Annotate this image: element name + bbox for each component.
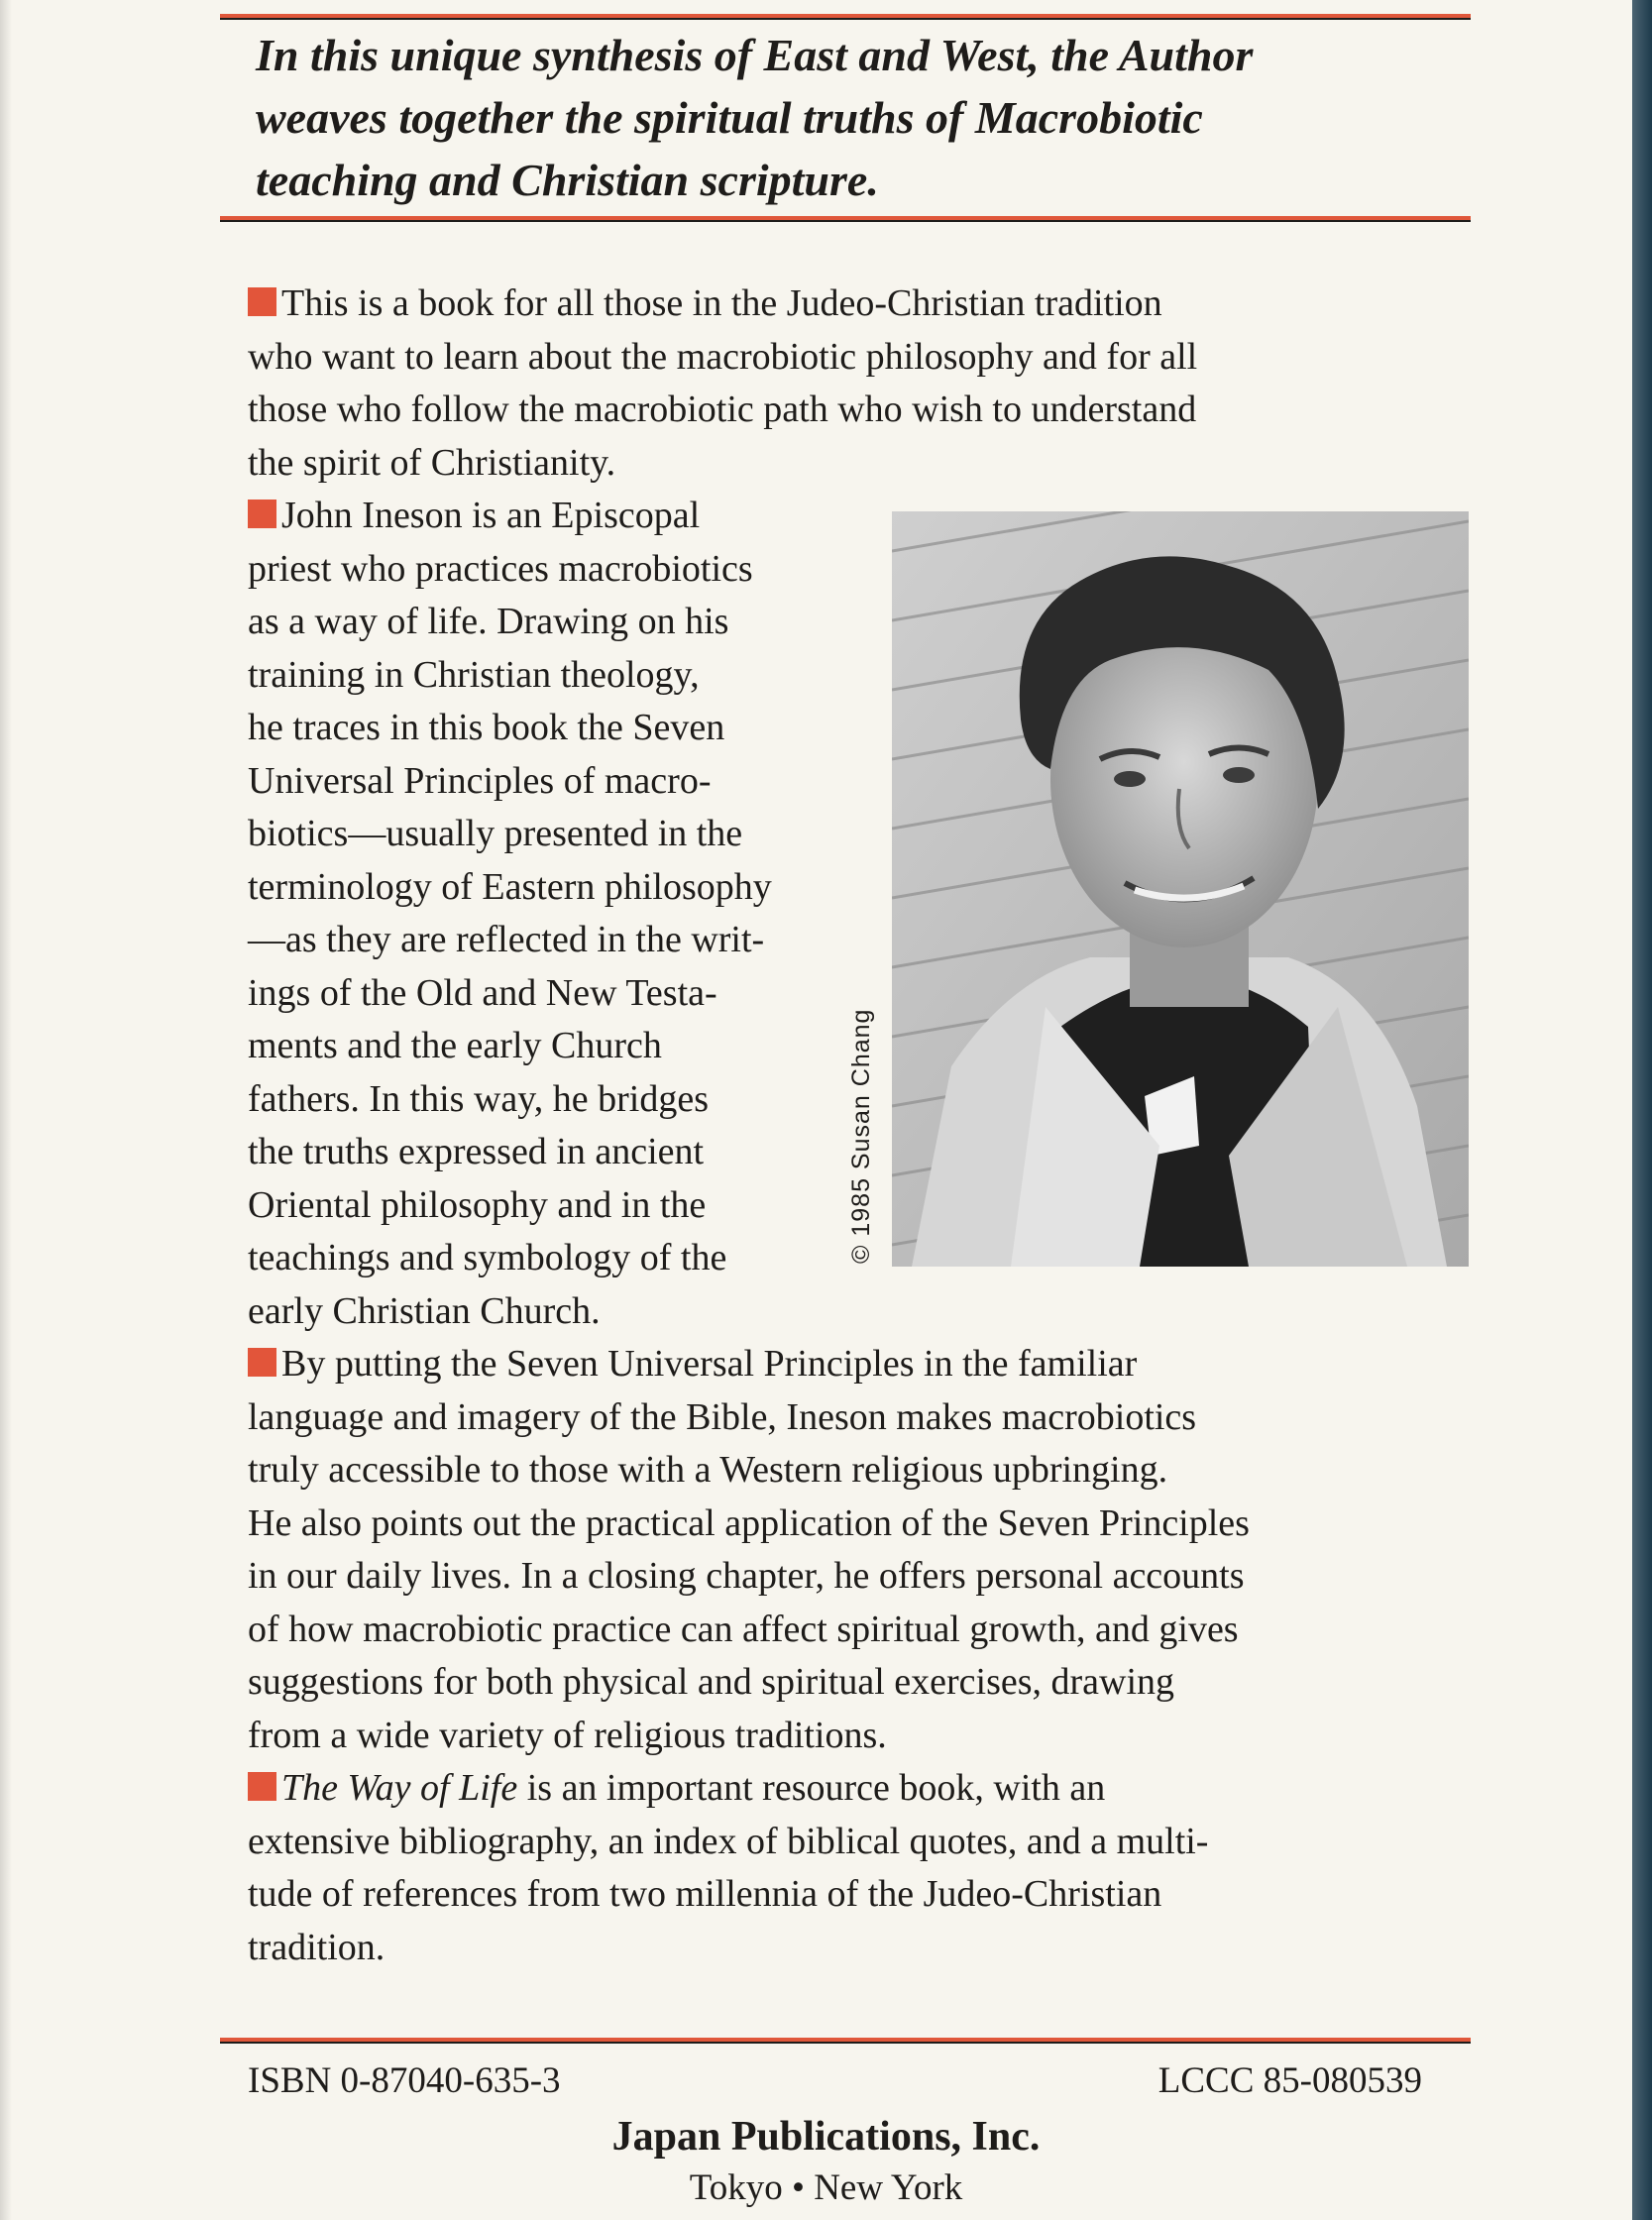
bullet-square-icon — [248, 1772, 276, 1801]
publisher-location: Tokyo • New York — [689, 2167, 963, 2208]
text-line: By putting the Seven Universal Principles in the familiar — [281, 1343, 1138, 1385]
bullet-square-icon — [248, 1348, 276, 1377]
intro-bottom-rule — [220, 216, 1471, 222]
text-line: This is a book for all those in the Judeo-Christian tradition — [281, 282, 1162, 324]
text-line: teachings and symbology of the — [248, 1237, 727, 1278]
text-line: the truths expressed in ancient — [248, 1131, 705, 1172]
text-line: ings of the Old and New Testa- — [248, 971, 717, 1014]
paragraph-1 — [248, 278, 1250, 490]
text-line: early Christian Church. — [248, 1289, 601, 1332]
paragraph-3 — [248, 1338, 1250, 1762]
text-line: language and imagery of the Bible, Ineson makes macrobiotics — [248, 1395, 1197, 1438]
intro-line: weaves together the spiritual truths of Macrobiotic — [256, 92, 1203, 143]
intro-blurb — [256, 24, 1445, 211]
paragraph-4 — [248, 1762, 1250, 1974]
text-line: fathers. In this way, he bridges — [248, 1077, 710, 1120]
text-line: the spirit of Christianity. — [248, 441, 616, 484]
text-line: John Ineson is an Episcopal — [281, 495, 701, 536]
intro-line: teaching and Christian scripture. — [256, 155, 879, 205]
bullet-square-icon — [248, 500, 276, 528]
text-line: as a way of life. Drawing on his — [248, 601, 729, 642]
bullet-square-icon — [248, 287, 276, 316]
lccc-number: LCCC 85-080539 — [1157, 2060, 1422, 2101]
text-line: tradition. — [248, 1926, 385, 1968]
text-line: who want to learn about the macrobiotic philosophy and for all — [248, 335, 1198, 378]
text-line: he traces in this book the Seven — [248, 707, 725, 748]
text-line: terminology of Eastern philosophy — [248, 865, 772, 908]
book-title: The Way of Life — [281, 1767, 518, 1809]
text-line: Universal Principles of macro- — [248, 759, 712, 802]
publisher-name: Japan Publications, Inc. — [611, 2114, 1041, 2160]
author-photo — [892, 511, 1469, 1267]
text-line: tude of references from two millennia of the Judeo-Christian — [248, 1873, 1162, 1915]
text-line: suggestions for both physical and spiritual exercises, drawing — [248, 1661, 1175, 1703]
intro-line: In this unique synthesis of East and West, the Author — [256, 30, 1254, 80]
text-line: of how macrobiotic practice can affect spiritual growth, and gives — [248, 1608, 1239, 1650]
text-line: —as they are reflected in the writ- — [248, 919, 765, 960]
text-line: truly accessible to those with a Western religious upbringing. — [248, 1449, 1168, 1491]
text-line: those who follow the macrobiotic path who wish to understand — [248, 388, 1197, 430]
text-line: priest who practices macrobiotics — [248, 547, 753, 590]
page-edge-left — [0, 0, 12, 2220]
isbn: ISBN 0-87040-635-3 — [248, 2060, 561, 2101]
text-line: extensive bibliography, an index of biblical quotes, and a multi- — [248, 1820, 1209, 1862]
text-line: in our daily lives. In a closing chapter, he offers personal accounts — [248, 1555, 1245, 1597]
text-line: Oriental philosophy and in the — [248, 1183, 707, 1226]
page-edge-right — [1632, 0, 1652, 2220]
text-line: ments and the early Church — [248, 1025, 662, 1066]
text-line: biotics—usually presented in the — [248, 813, 743, 854]
text-line: He also points out the practical application of the Seven Principles — [248, 1501, 1250, 1544]
author-portrait-image — [892, 511, 1469, 1267]
text-line: is an important resource book, with an — [517, 1767, 1106, 1809]
text-line: training in Christian theology, — [248, 653, 700, 696]
footer-rule — [220, 2038, 1471, 2044]
photo-credit: © 1985 Susan Chang — [847, 1008, 875, 1264]
top-rule — [220, 14, 1471, 20]
text-line: from a wide variety of religious traditions. — [248, 1714, 887, 1756]
